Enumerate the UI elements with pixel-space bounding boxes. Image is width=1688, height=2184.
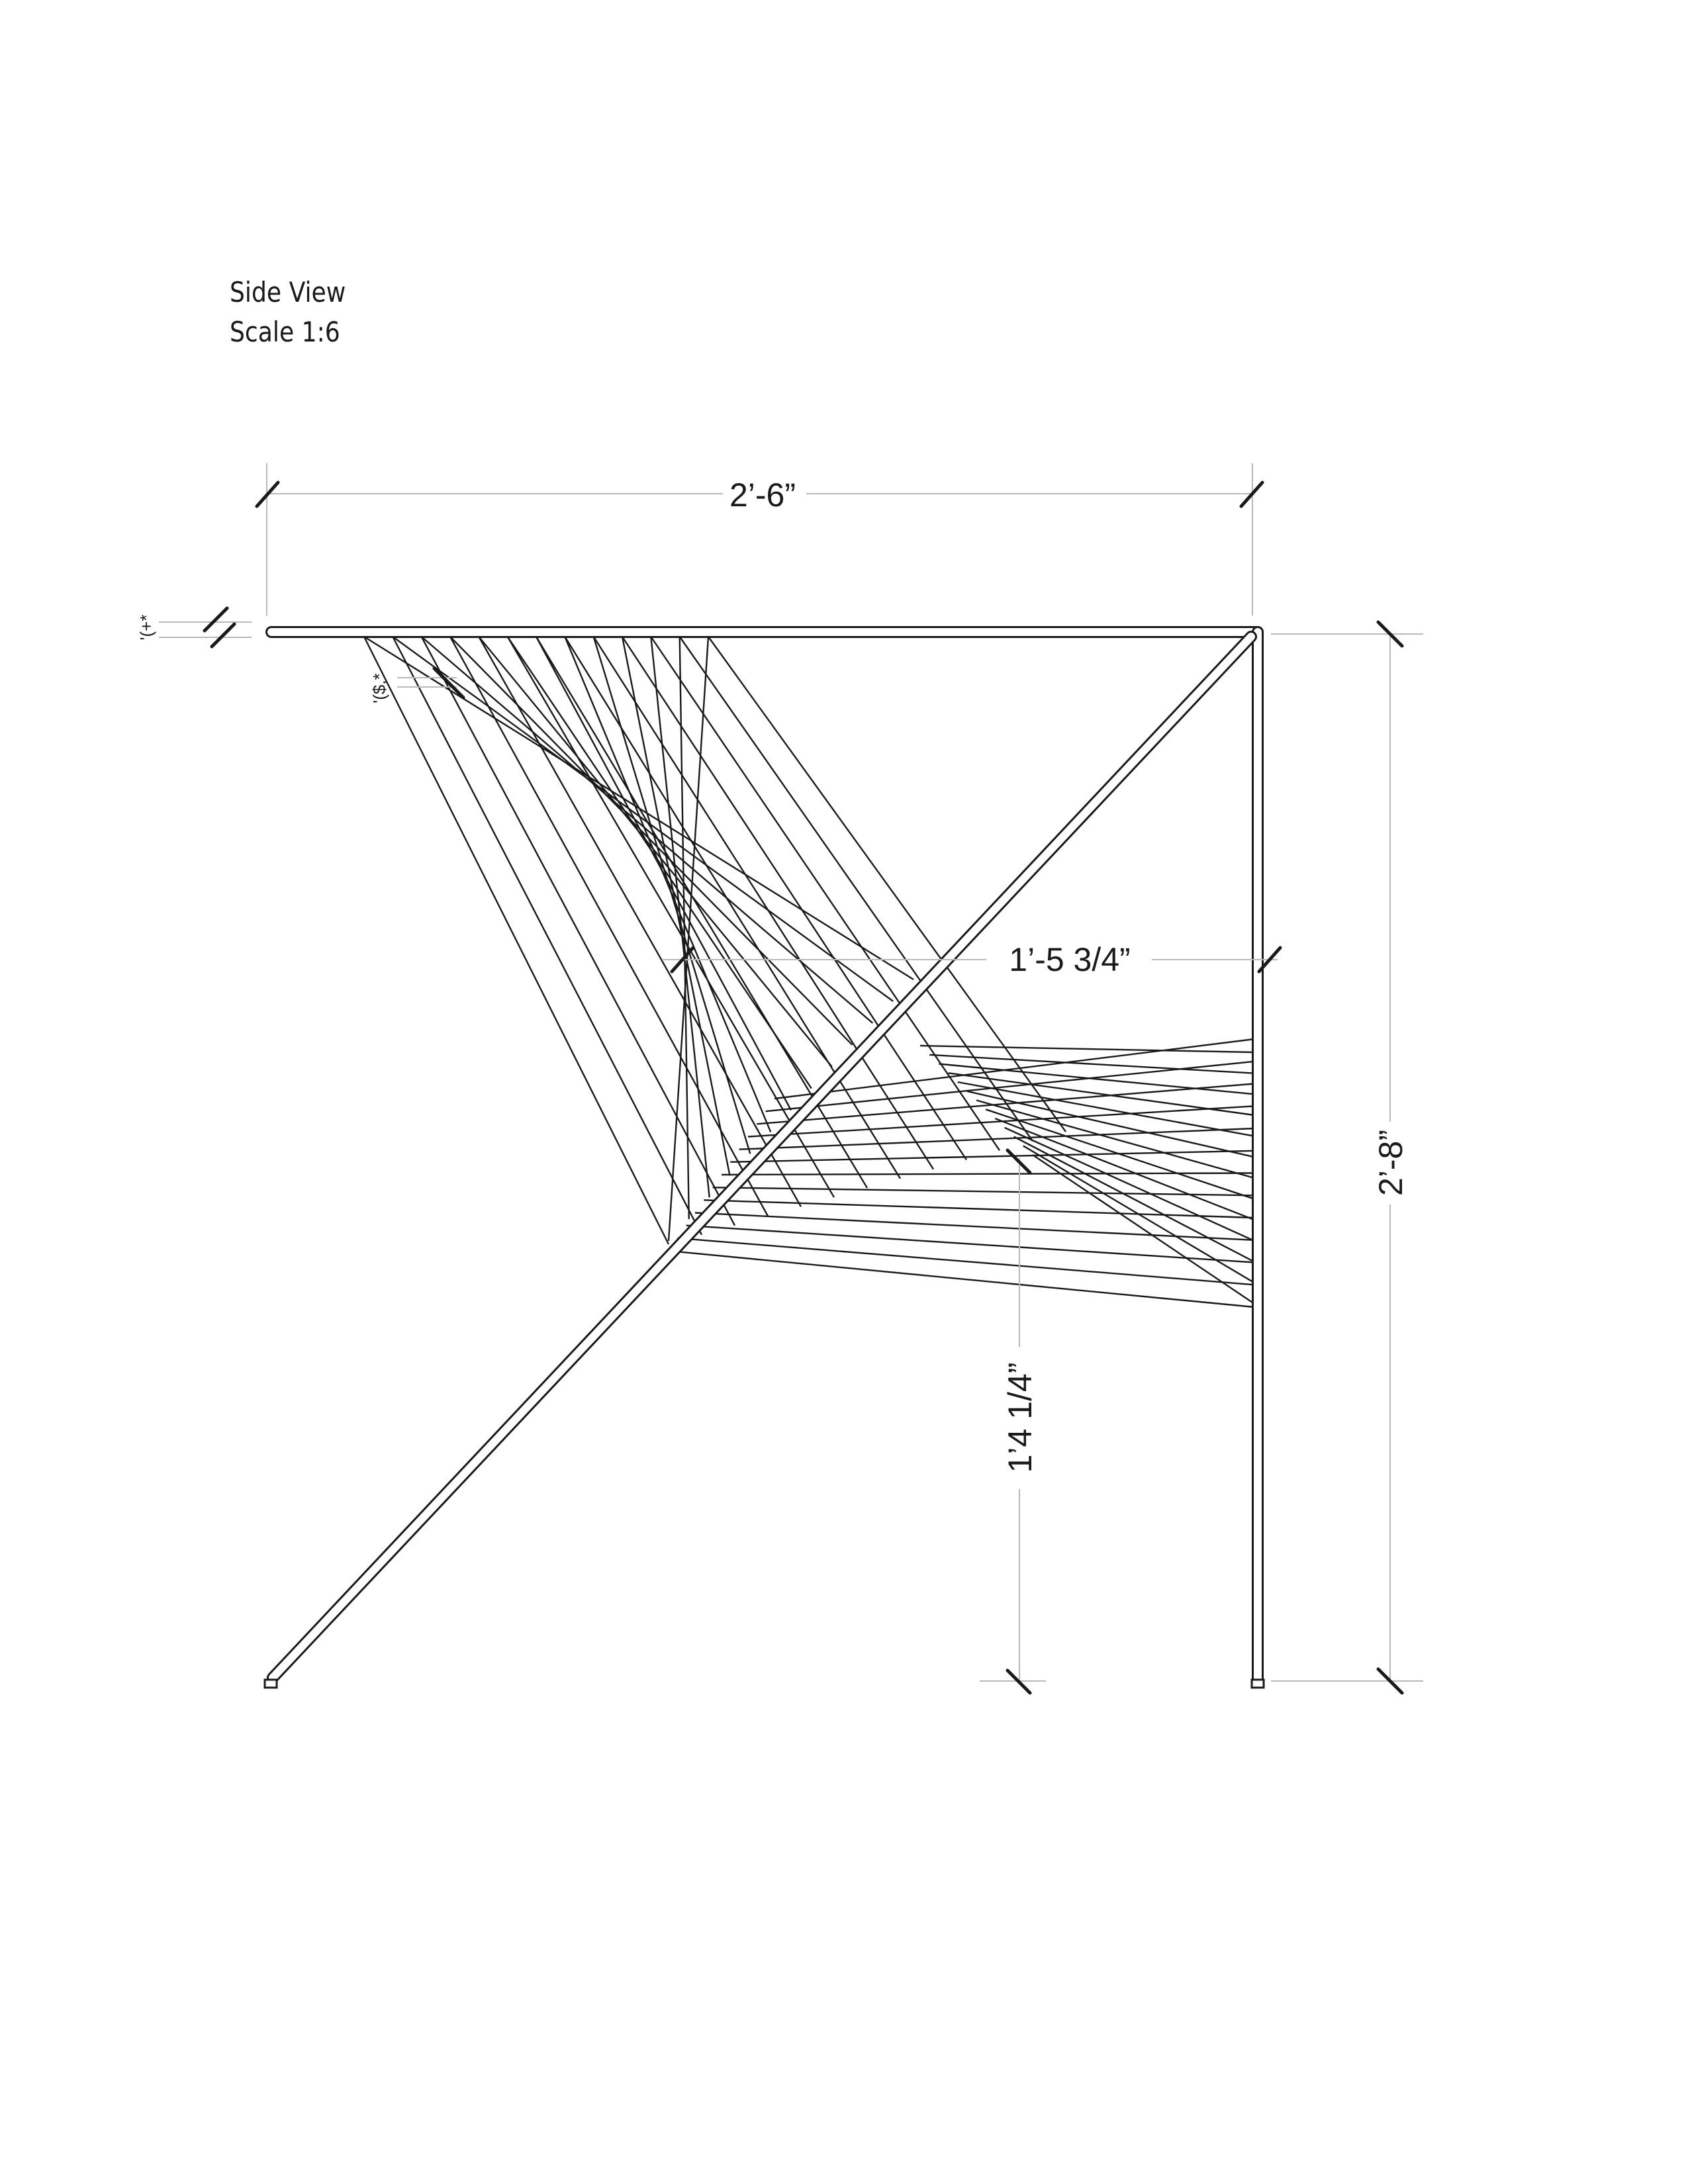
- string-diagonal-to-vertical: [669, 1251, 1254, 1307]
- string-top-to-lower: [450, 637, 768, 1216]
- string-top-to-diagonal: [565, 637, 771, 1132]
- dim-lower-height: 1’4 1/4”: [1002, 1362, 1039, 1473]
- string-top-to-diagonal: [422, 637, 873, 1023]
- string-top-to-diagonal: [651, 637, 709, 1197]
- string-top-to-lower: [594, 637, 933, 1169]
- dim-overall-width: 2’-6”: [729, 477, 796, 514]
- dim-mid-width: 1’-5 3/4”: [1009, 941, 1131, 978]
- foot-right: [1252, 1680, 1264, 1688]
- string-lower-fan: [1023, 1146, 1254, 1283]
- string-lower-fan: [1005, 1128, 1255, 1241]
- tick-thickness-b: [212, 624, 234, 647]
- view-scale: Scale 1:6: [230, 316, 340, 348]
- string-top-to-diagonal: [450, 637, 853, 1045]
- dim-string-offset: '($,*: [369, 673, 389, 704]
- dim-overall-height: 2’-8”: [1372, 1129, 1409, 1197]
- view-title: Side View: [230, 276, 346, 308]
- string-top-to-lower: [393, 637, 702, 1235]
- string-lower-fan: [1014, 1137, 1254, 1262]
- string-diagonal-to-vertical: [695, 1213, 1254, 1240]
- string-top-to-lower: [508, 637, 834, 1197]
- foot-left: [265, 1680, 277, 1688]
- string-diagonal-to-vertical: [686, 1226, 1254, 1263]
- string-diagonal-to-vertical: [722, 1173, 1254, 1175]
- string-top-to-diagonal: [479, 637, 831, 1067]
- tick-thickness-a: [205, 608, 227, 631]
- frame: [265, 632, 1264, 1688]
- dim-top-thickness: '(+*: [136, 614, 156, 641]
- string-lower-fan: [986, 1109, 1254, 1199]
- string-top-to-diagonal: [393, 637, 893, 1001]
- string-top-to-lower: [364, 637, 669, 1244]
